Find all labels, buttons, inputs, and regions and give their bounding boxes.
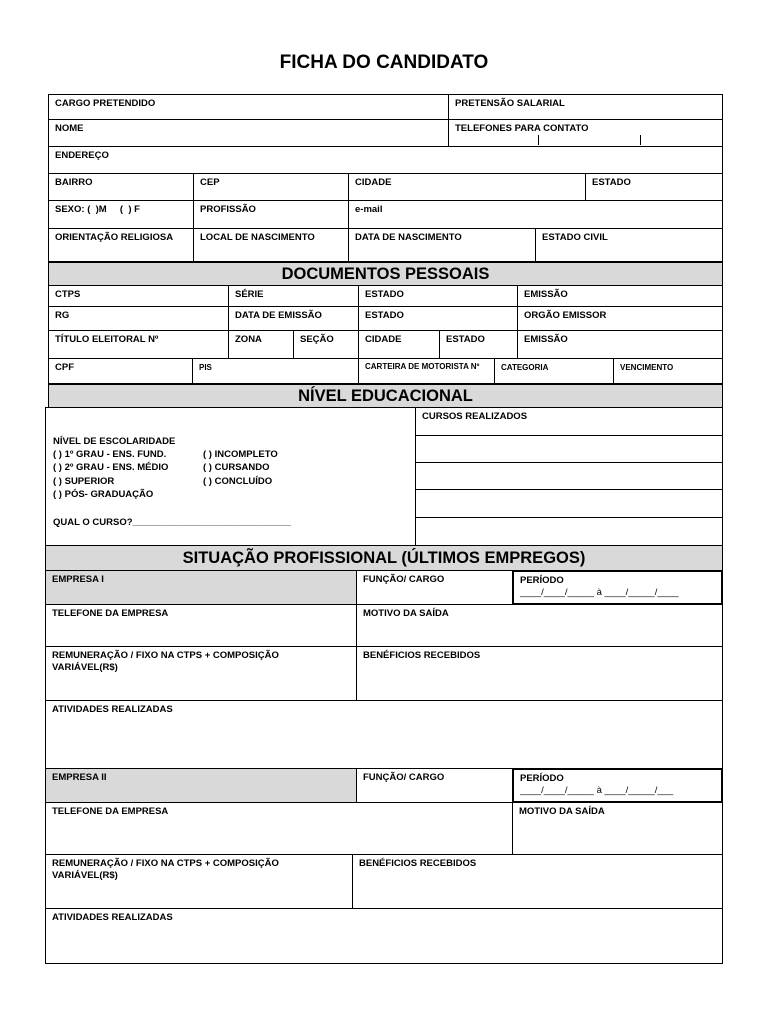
secao-label: SEÇÃO: [300, 334, 334, 345]
prof-heading: SITUAÇÃO PROFISSIONAL (ÚLTIMOS EMPREGOS): [45, 545, 723, 571]
orientacao-label: ORIENTAÇÃO RELIGIOSA: [55, 232, 174, 243]
docs-heading: DOCUMENTOS PESSOAIS: [48, 262, 723, 286]
nome-field[interactable]: [48, 119, 449, 147]
email-label: e-mail: [355, 204, 383, 215]
periodo-1-label: PERÍODO: [520, 575, 564, 586]
atividades-2-field[interactable]: [45, 908, 723, 964]
cidade-field[interactable]: [348, 173, 586, 201]
escolaridade-box: [45, 407, 416, 546]
ctps-emissao-label: EMISSÃO: [524, 289, 568, 300]
categoria-field[interactable]: [494, 358, 614, 384]
zona-field[interactable]: [228, 330, 294, 359]
curso-row[interactable]: [415, 435, 723, 463]
pretensao-field[interactable]: [448, 94, 723, 120]
telefone-empresa-2-label: TELEFONE DA EMPRESA: [52, 806, 169, 817]
nome-label: NOME: [55, 123, 84, 134]
titulo-estado-label: ESTADO: [446, 334, 485, 345]
ctps-label: CTPS: [55, 289, 81, 300]
periodo-2-dates: ____/____/_____ à ____/_____/___: [520, 785, 674, 796]
zona-label: ZONA: [235, 334, 262, 345]
remuneracao-2-label: REMUNERAÇÃO / FIXO NA CTPS + COMPOSIÇÃO VARIÁVEL(R$): [52, 858, 279, 881]
titulo-emissao-label: EMISSÃO: [524, 334, 568, 345]
pis-label: PIS: [199, 363, 212, 372]
titulo-estado-field[interactable]: [439, 330, 518, 359]
estado-civil-field[interactable]: [535, 228, 723, 262]
cursos-label: CURSOS REALIZADOS: [422, 411, 528, 422]
funcao-2-field[interactable]: [356, 768, 513, 803]
option-concluido[interactable]: ( ) CONCLUÍDO: [203, 476, 273, 487]
beneficios-1-field[interactable]: [356, 646, 723, 701]
endereco-label: ENDEREÇO: [55, 150, 109, 161]
rg-orgao-field[interactable]: [517, 306, 723, 331]
remuneracao-2-field[interactable]: [45, 854, 353, 909]
cargo-field[interactable]: [48, 94, 449, 120]
estado-field[interactable]: [585, 173, 723, 201]
serie-field[interactable]: [228, 285, 359, 307]
carteira-label: CARTEIRA DE MOTORISTA Nº: [365, 362, 480, 371]
rg-data-emissao-field[interactable]: [228, 306, 359, 331]
profissao-field[interactable]: [193, 200, 349, 229]
cpf-field[interactable]: [48, 358, 193, 384]
pis-field[interactable]: [192, 358, 359, 384]
atividades-1-field[interactable]: [45, 700, 723, 769]
form-title: FICHA DO CANDIDATO: [279, 52, 489, 73]
secao-field[interactable]: [293, 330, 359, 359]
funcao-1-field[interactable]: [356, 570, 513, 605]
vencimento-label: VENCIMENTO: [620, 363, 674, 372]
endereco-field[interactable]: [48, 146, 723, 174]
motivo-1-label: MOTIVO DA SAÍDA: [363, 608, 449, 619]
qual-curso-field[interactable]: QUAL O CURSO?______________________________: [53, 517, 292, 528]
cpf-label: CPF: [55, 362, 74, 373]
empresa-1-label: EMPRESA I: [52, 574, 104, 585]
option-pos-graduacao[interactable]: ( ) PÓS- GRADUAÇÃO: [53, 489, 154, 500]
funcao-1-label: FUNÇÃO/ CARGO: [363, 574, 445, 585]
ctps-emissao-field[interactable]: [517, 285, 723, 307]
nivel-label: NÍVEL DE ESCOLARIDADE: [53, 436, 176, 447]
sexo-field[interactable]: [48, 200, 194, 229]
curso-row[interactable]: [415, 489, 723, 518]
local-nascimento-field[interactable]: [193, 228, 349, 262]
rg-estado-label: ESTADO: [365, 310, 404, 321]
rg-field[interactable]: [48, 306, 229, 331]
serie-label: SÉRIE: [235, 289, 264, 300]
motivo-2-label: MOTIVO DA SAÍDA: [519, 806, 605, 817]
orientacao-field[interactable]: [48, 228, 194, 262]
data-nascimento-field[interactable]: [348, 228, 536, 262]
option-cursando[interactable]: ( ) CURSANDO: [203, 462, 270, 473]
ctps-estado-field[interactable]: [358, 285, 518, 307]
cursos-header: [415, 407, 723, 436]
beneficios-1-label: BENÉFICIOS RECEBIDOS: [363, 650, 481, 661]
titulo-emissao-field[interactable]: [517, 330, 723, 359]
local-nascimento-label: LOCAL DE NASCIMENTO: [200, 232, 315, 243]
rg-orgao-label: ORGÃO EMISSOR: [524, 310, 607, 321]
curso-row[interactable]: [415, 462, 723, 490]
telefone-empresa-2-field[interactable]: [45, 802, 513, 855]
phone-divider: [538, 135, 539, 145]
cep-label: CEP: [200, 177, 220, 188]
ctps-estado-label: ESTADO: [365, 289, 404, 300]
telefone-empresa-1-field[interactable]: [45, 604, 357, 647]
option-1-grau[interactable]: ( ) 1º GRAU - ENS. FUND.: [53, 449, 167, 460]
bairro-field[interactable]: [48, 173, 194, 201]
funcao-2-label: FUNÇÃO/ CARGO: [363, 772, 445, 783]
empresa-1-field[interactable]: [45, 570, 357, 605]
data-nascimento-label: DATA DE NASCIMENTO: [355, 232, 462, 243]
edu-heading: NÍVEL EDUCACIONAL: [48, 384, 723, 408]
cargo-label: CARGO PRETENDIDO: [55, 98, 156, 109]
ctps-field[interactable]: [48, 285, 229, 307]
carteira-field[interactable]: [358, 358, 495, 384]
profissao-label: PROFISSÃO: [200, 204, 256, 215]
telefone-empresa-1-label: TELEFONE DA EMPRESA: [52, 608, 169, 619]
telefones-field[interactable]: [448, 119, 723, 147]
vencimento-field[interactable]: [613, 358, 723, 384]
cep-field[interactable]: [193, 173, 349, 201]
option-2-grau[interactable]: ( ) 2º GRAU - ENS. MÉDIO: [53, 462, 169, 473]
rg-label: RG: [55, 310, 70, 321]
motivo-1-field[interactable]: [356, 604, 723, 647]
empresa-2-field[interactable]: [45, 768, 357, 803]
periodo-1-field[interactable]: [512, 570, 723, 605]
atividades-2-label: ATIVIDADES REALIZADAS: [52, 912, 173, 923]
telefones-label: TELEFONES PARA CONTATO: [455, 123, 589, 134]
sexo-label: SEXO: ( )M ( ) F: [55, 204, 140, 215]
remuneracao-1-field[interactable]: [45, 646, 357, 701]
rg-estado-field[interactable]: [358, 306, 518, 331]
motivo-2-field[interactable]: [512, 802, 723, 855]
periodo-2-field[interactable]: [512, 768, 723, 803]
titulo-field[interactable]: [48, 330, 229, 359]
beneficios-2-label: BENÉFICIOS RECEBIDOS: [359, 858, 477, 869]
categoria-label: CATEGORIA: [501, 363, 549, 372]
remuneracao-1-label: REMUNERAÇÃO / FIXO NA CTPS + COMPOSIÇÃO VARIÁVEL(R$): [52, 650, 279, 673]
periodo-2-label: PERÍODO: [520, 773, 564, 784]
estado-label: ESTADO: [592, 177, 631, 188]
titulo-label: TÍTULO ELEITORAL Nº: [55, 334, 159, 345]
phone-divider: [640, 135, 641, 145]
estado-civil-label: ESTADO CIVIL: [542, 232, 608, 243]
bairro-label: BAIRRO: [55, 177, 93, 188]
email-field[interactable]: [348, 200, 723, 229]
rg-data-emissao-label: DATA DE EMISSÃO: [235, 310, 322, 321]
cidade-label: CIDADE: [355, 177, 392, 188]
pretensao-label: PRETENSÃO SALARIAL: [455, 98, 565, 109]
curso-row[interactable]: [415, 517, 723, 546]
option-superior[interactable]: ( ) SUPERIOR: [53, 476, 115, 487]
beneficios-2-field[interactable]: [352, 854, 723, 909]
titulo-cidade-field[interactable]: [358, 330, 440, 359]
empresa-2-label: EMPRESA II: [52, 772, 107, 783]
titulo-cidade-label: CIDADE: [365, 334, 402, 345]
option-incompleto[interactable]: ( ) INCOMPLETO: [203, 449, 278, 460]
periodo-1-dates: ____/____/_____ à ____/_____/____: [520, 587, 679, 598]
atividades-1-label: ATIVIDADES REALIZADAS: [52, 704, 173, 715]
